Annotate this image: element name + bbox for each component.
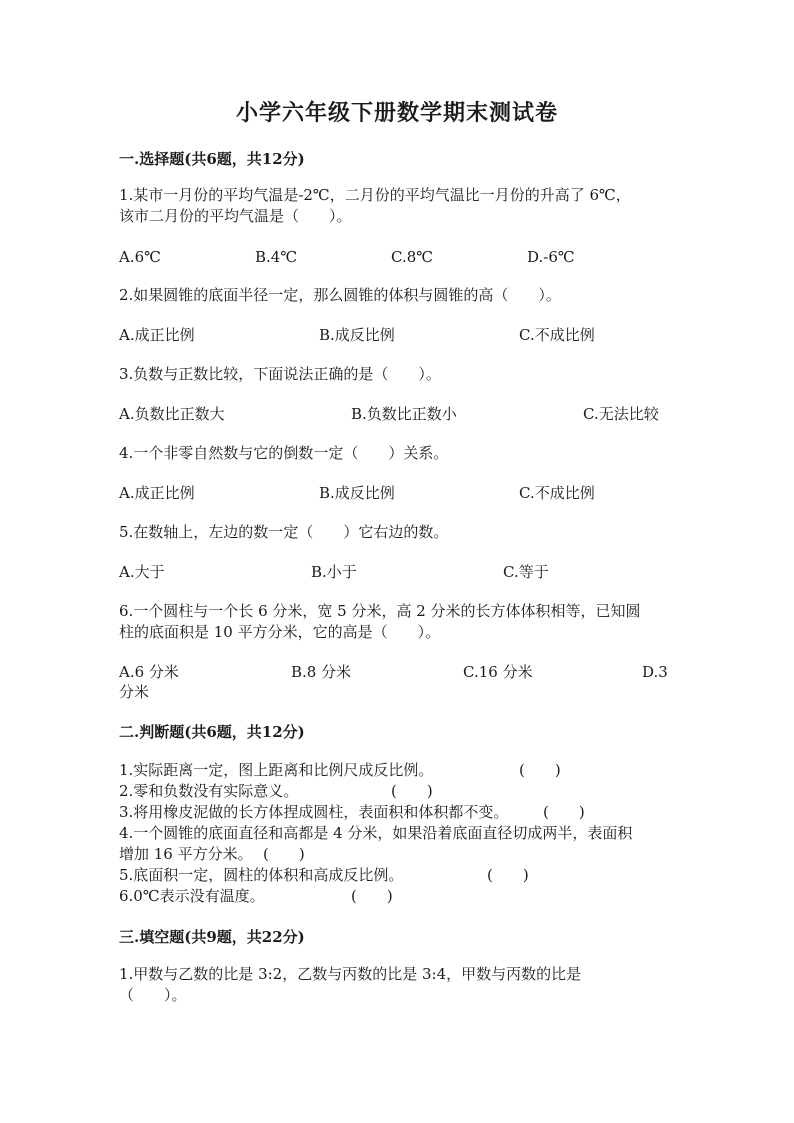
question-text: （ ）。 bbox=[119, 986, 187, 1004]
option-c: C.等于 bbox=[503, 563, 549, 581]
section-heading-fill: 三.填空题(共9题，共22分) bbox=[119, 928, 305, 946]
judge-item-1: 1.实际距离一定，图上距离和比例尺成反比例。 bbox=[119, 761, 434, 779]
option-b: B.4℃ bbox=[255, 248, 298, 266]
answer-blank: ( ) bbox=[543, 803, 585, 821]
answer-blank: ( ) bbox=[351, 887, 393, 905]
option-a: A.6℃ bbox=[119, 248, 161, 266]
option-c: C.16 分米 bbox=[463, 663, 533, 681]
option-a: A.成正比例 bbox=[119, 326, 195, 344]
question-text: 该市二月份的平均气温是（ ）。 bbox=[119, 207, 352, 225]
choice-question-2: 2.如果圆锥的底面半径一定，那么圆锥的体积与圆锥的高（ ）。 bbox=[119, 286, 561, 304]
choice-question-5: 5.在数轴上，左边的数一定（ ）它右边的数。 bbox=[119, 523, 449, 541]
judge-item-3: 3.将用橡皮泥做的长方体捏成圆柱，表面积和体积都不变。 bbox=[119, 803, 509, 821]
section-heading-choice: 一.选择题(共6题，共12分) bbox=[119, 150, 305, 168]
option-c: C.不成比例 bbox=[519, 484, 595, 502]
judge-item-5: 5.底面积一定，圆柱的体积和高成反比例。 bbox=[119, 866, 404, 884]
choice-question-3: 3.负数与正数比较，下面说法正确的是（ ）。 bbox=[119, 365, 441, 383]
question-text: 柱的底面积是 10 平方分米，它的高是（ ）。 bbox=[119, 623, 441, 641]
question-text: 1.甲数与乙数的比是 3:2，乙数与丙数的比是 3:4，甲数与丙数的比是 bbox=[119, 965, 582, 983]
option-b: B.小于 bbox=[311, 563, 357, 581]
option-c: C.8℃ bbox=[391, 248, 434, 266]
option-c: C.不成比例 bbox=[519, 326, 595, 344]
choice-question-1 bbox=[119, 185, 679, 227]
section-heading-judge: 二.判断题(共6题，共12分) bbox=[119, 723, 305, 741]
judge-item-6: 6.0℃表示没有温度。 bbox=[119, 887, 265, 905]
option-d-continued: 分米 bbox=[119, 683, 150, 701]
option-a: A.6 分米 bbox=[119, 663, 179, 681]
judge-item-4-continued: 增加 16 平方分米。 bbox=[119, 845, 253, 863]
option-d: D.3 bbox=[642, 663, 668, 681]
option-c: C.无法比较 bbox=[583, 405, 659, 423]
option-a: A.大于 bbox=[119, 563, 165, 581]
choice-question-6 bbox=[119, 601, 679, 643]
option-a: A.负数比正数大 bbox=[119, 405, 225, 423]
question-text: 6.一个圆柱与一个长 6 分米，宽 5 分米，高 2 分米的长方体体积相等，已知圆 bbox=[119, 602, 641, 620]
answer-blank: ( ) bbox=[263, 845, 305, 863]
question-text: 1.某市一月份的平均气温是-2℃，二月份的平均气温比一月份的升高了 6℃， bbox=[119, 186, 631, 204]
option-b: B.成反比例 bbox=[319, 484, 395, 502]
answer-blank: ( ) bbox=[391, 782, 433, 800]
judge-item-2: 2.零和负数没有实际意义。 bbox=[119, 782, 299, 800]
judge-item-4: 4.一个圆锥的底面直径和高都是 4 分米，如果沿着底面直径切成两半，表面积 bbox=[119, 824, 633, 842]
option-b: B.8 分米 bbox=[291, 663, 352, 681]
option-b: B.负数比正数小 bbox=[351, 405, 457, 423]
choice-question-4: 4.一个非零自然数与它的倒数一定（ ）关系。 bbox=[119, 444, 449, 462]
option-a: A.成正比例 bbox=[119, 484, 195, 502]
option-d: D.-6℃ bbox=[527, 248, 575, 266]
answer-blank: ( ) bbox=[487, 866, 529, 884]
page-title: 小学六年级下册数学期末测试卷 bbox=[235, 100, 558, 126]
fill-question-1 bbox=[119, 964, 679, 1006]
answer-blank: ( ) bbox=[519, 761, 561, 779]
option-b: B.成反比例 bbox=[319, 326, 395, 344]
